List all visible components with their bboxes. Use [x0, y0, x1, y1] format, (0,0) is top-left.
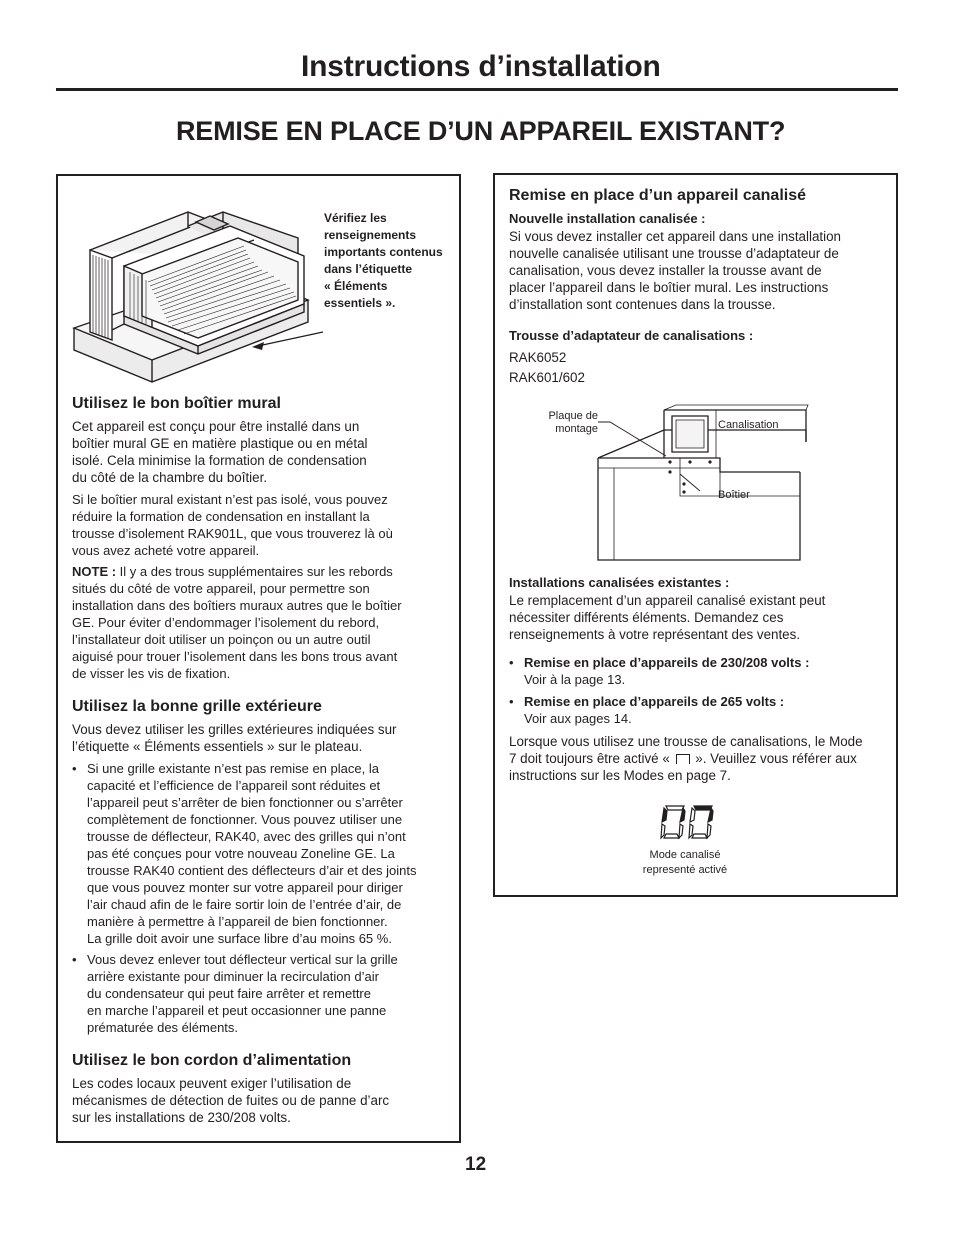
text-line: en marche l’appareil et peut occasionner une panne: [87, 1003, 387, 1018]
text-line: aiguisé pour trouer l’isolement dans les bons trous avant: [72, 649, 398, 664]
replacement-bullet-230v: [509, 654, 889, 688]
text-line: l’étiquette « Éléments essentiels » sur le plateau.: [72, 739, 363, 754]
note-paragraph: [72, 563, 452, 682]
ducted-heading: Remise en place d’un appareil canalisé: [509, 187, 807, 204]
text-line: prématurée des éléments.: [87, 1020, 239, 1035]
grille-bullet-2: [72, 951, 452, 1036]
text-line: boîtier mural GE en matière plastique ou en métal: [72, 436, 368, 451]
callout-line: renseignements: [324, 228, 417, 242]
text-line: representé activé: [642, 864, 728, 876]
text-line: que vous pouvez monter sur votre appareil pour diriger: [87, 880, 403, 895]
grille-intro: [72, 721, 452, 755]
wall-case-heading: Utilisez le bon boîtier mural: [72, 395, 281, 412]
adapter-kit-label: Trousse d’adaptateur de canalisations :: [509, 328, 754, 343]
text-line: Si le boîtier mural existant n’est pas isolé, vous pouvez: [72, 492, 388, 507]
bullet-label: Remise en place d’appareils de 230/208 volts :: [524, 655, 810, 670]
page-reference: Voir à la page 13.: [524, 672, 626, 687]
mode-caption: [620, 848, 750, 878]
mode-paragraph: [509, 733, 894, 784]
text-line: ». Veuillez vous référer aux: [695, 751, 857, 766]
duct-label: Canalisation: [718, 419, 779, 431]
text-line: l’installateur doit utiliser un poinçon ou un autre outil: [72, 632, 371, 647]
grille-heading: Utilisez la bonne grille extérieure: [72, 698, 322, 715]
text-line: situés du côté de votre appareil, pour permettre son: [72, 581, 370, 596]
text-line: Vous devez enlever tout déflecteur vertical sur la grille: [87, 952, 398, 967]
text-line: Vous devez utiliser les grilles extérieures indiquées sur: [72, 722, 397, 737]
mode-display-icon: [661, 804, 715, 840]
text-line: mécanismes de détection de fuites ou de panne d’arc: [72, 1093, 390, 1108]
text-line: arrière existante pour diminuer la recirculation d’air: [87, 969, 379, 984]
text-line: l’appareil peut s’arrêter de bien fonctionner ou s’arrêter: [87, 795, 403, 810]
text-line: La grille doit avoir une surface libre d’au moins 65 %.: [87, 931, 392, 946]
title-rule: [56, 88, 898, 91]
text-line: vous avez acheté votre appareil.: [72, 543, 260, 558]
callout-line: Vérifiez les: [324, 211, 387, 225]
new-install-paragraph: [509, 228, 889, 313]
text-line: d’installation sont contenues dans la trousse.: [509, 297, 776, 312]
text-line: nécessiter différents éléments. Demandez ces: [509, 610, 784, 625]
text-line: nouvelle canalisée utilisant une trousse d’adaptateur de: [509, 246, 839, 261]
replacement-bullet-265v: [509, 693, 889, 727]
mounting-plate-label: [540, 410, 598, 436]
callout-line: « Éléments: [324, 279, 388, 293]
text-line: capacité et l’efficience de l’appareil sont réduites et: [87, 778, 381, 793]
bullet-dot: •: [509, 655, 514, 670]
power-cord-heading: Utilisez le bon cordon d’alimentation: [72, 1052, 352, 1069]
text-line: trousse de déflecteur, RAK40, avec des grilles qui n’ont: [87, 829, 406, 844]
mode-7-icon: [676, 754, 690, 764]
text-line: renseignements à votre représentant des ventes.: [509, 627, 801, 642]
text-line: Si vous devez installer cet appareil dans une installation: [509, 229, 841, 244]
text-line: isolé. Cela minimise la formation de condensation: [72, 453, 367, 468]
bullet-dot: •: [509, 694, 514, 709]
new-install-label: Nouvelle installation canalisée :: [509, 211, 706, 226]
text-line: Cet appareil est conçu pour être installé dans un: [72, 419, 360, 434]
callout-line: essentiels ».: [324, 296, 396, 310]
callout-line: dans l’étiquette: [324, 262, 413, 276]
note-label: NOTE :: [72, 564, 117, 579]
text-line: 7 doit toujours être activé «: [509, 751, 670, 766]
text-line: du condensateur qui peut faire arrêter et remettre: [87, 986, 371, 1001]
text-line: Plaque de: [548, 410, 598, 422]
text-line: l’air chaud afin de le faire sortir loin de l’entrée d’air, de: [87, 897, 402, 912]
essential-elements-callout: [324, 210, 443, 312]
text-line: Lorsque vous utilisez une trousse de canalisations, le Mode: [509, 734, 863, 749]
text-line: Les codes locaux peuvent exiger l’utilisation de: [72, 1076, 352, 1091]
bullet-label: Remise en place d’appareils de 265 volts :: [524, 694, 785, 709]
text-line: canalisation, vous devez installer la trousse avant de: [509, 263, 822, 278]
grille-bullet-1: [72, 760, 452, 947]
text-line: installation dans des boîtiers muraux autres que le boîtier: [72, 598, 402, 613]
text-line: Mode canalisé: [649, 849, 721, 861]
existing-install-label: Installations canalisées existantes :: [509, 575, 730, 590]
text-line: trousse d’isolement RAK901L, que vous trouverez là où: [72, 526, 393, 541]
text-line: réduire la formation de condensation en installant la: [72, 509, 370, 524]
power-cord-paragraph: [72, 1075, 452, 1126]
wall-case-paragraph: [72, 418, 447, 486]
bullet-dot: •: [72, 761, 77, 776]
callout-line: importants contenus: [324, 245, 443, 259]
text-line: montage: [555, 423, 598, 435]
text-line: instructions sur les Modes en page 7.: [509, 768, 731, 783]
text-line: Le remplacement d’un appareil canalisé existant peut: [509, 593, 826, 608]
section-title: REMISE EN PLACE D’UN APPAREIL EXISTANT?: [176, 116, 786, 146]
kit-model: RAK6052: [509, 350, 567, 365]
case-label: Boîtier: [718, 489, 750, 501]
text-line: complètement de fonctionner. Vous pouvez utiliser une: [87, 812, 403, 827]
existing-install-paragraph: [509, 592, 889, 643]
page-number: 12: [465, 1154, 487, 1175]
text-line: trousse RAK40 contient des déflecteurs d’air et des joints: [87, 863, 417, 878]
text-line: Il y a des trous supplémentaires sur les rebords: [116, 564, 393, 579]
text-line: de visser les vis de fixation.: [72, 666, 231, 681]
page-title: Instructions d’installation: [301, 50, 661, 83]
page-reference: Voir aux pages 14.: [524, 711, 632, 726]
insulation-paragraph: [72, 491, 447, 559]
kit-model: RAK601/602: [509, 370, 585, 385]
text-line: pas été conçues pour votre nouveau Zoneline GE. La: [87, 846, 395, 861]
bullet-dot: •: [72, 952, 77, 967]
text-line: Si une grille existante n’est pas remise en place, la: [87, 761, 379, 776]
air-conditioner-illustration: [68, 200, 318, 390]
text-line: sur les installations de 230/208 volts.: [72, 1110, 291, 1125]
text-line: du côté de la chambre du boîtier.: [72, 470, 268, 485]
adapter-kit-list: [509, 348, 585, 388]
text-line: placer l’appareil dans le boîtier mural. Les instructions: [509, 280, 829, 295]
text-line: GE. Pour éviter d’endommager l’isolement du rebord,: [72, 615, 380, 630]
text-line: manière à permettre à l’appareil de bien fonctionner.: [87, 914, 388, 929]
